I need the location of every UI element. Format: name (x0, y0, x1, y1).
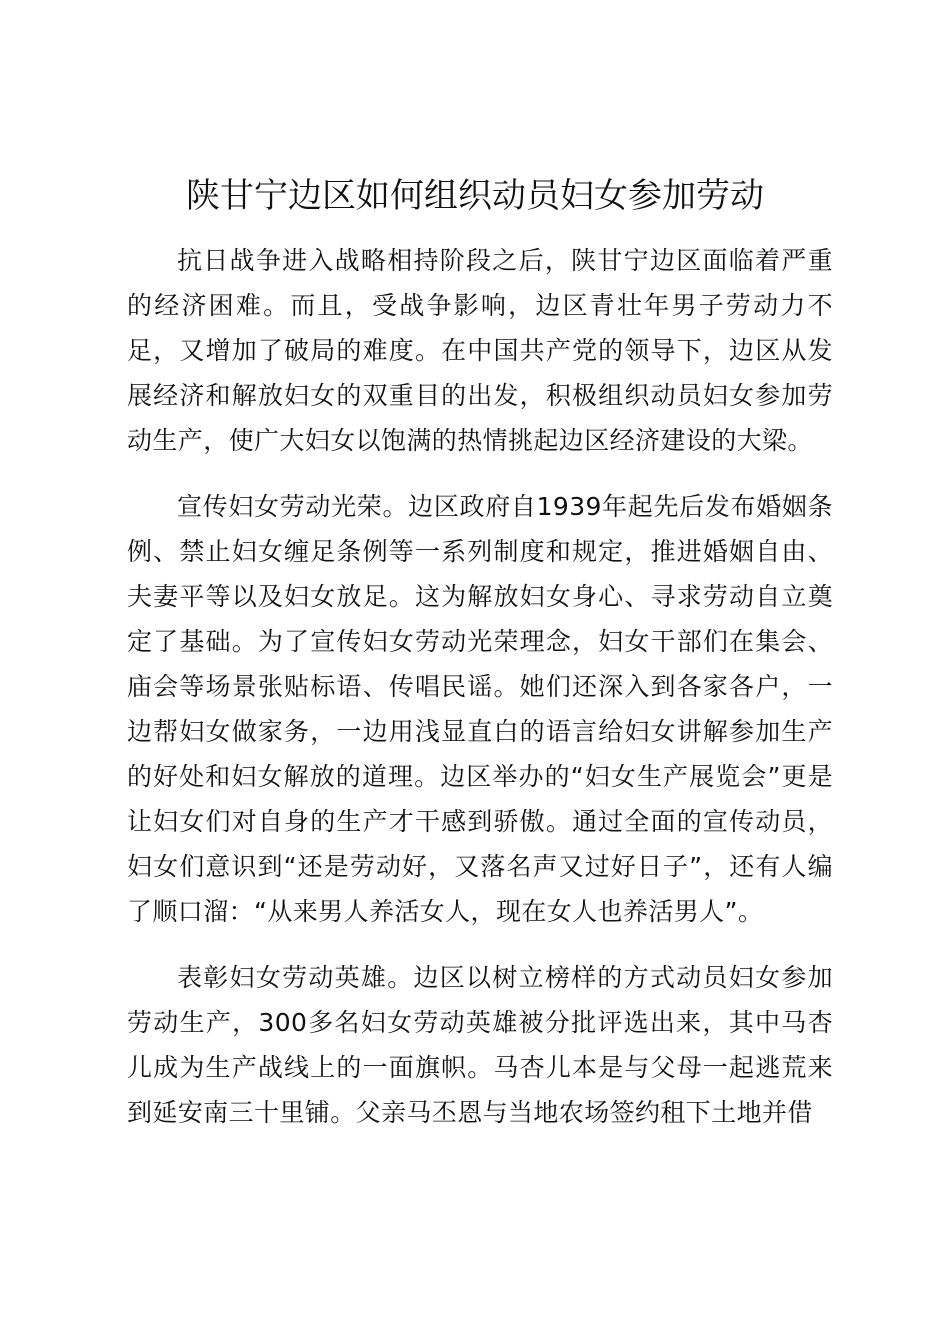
paragraph-3: 表彰妇女劳动英雄。边区以树立榜样的方式动员妇女参加劳动生产，300多名妇女劳动英雄被分批评选出来，其中马杏儿成为生产战线上的一面旗帜。马杏儿本是与父母一起逃荒来到延安南三十里铺。父亲马丕恩与当地农场签约租下土地并借 (127, 963, 833, 1127)
document-body (127, 238, 833, 1156)
paragraph-1: 抗日战争进入战略相持阶段之后，陕甘宁边区面临着严重的经济困难。而且，受战争影响，边区青壮年男子劳动力不足，又增加了破局的难度。在中国共产党的领导下，边区从发展经济和解放妇女的双重目的出发，积极组织动员妇女参加劳动生产，使广大妇女以饱满的热情挑起边区经济建设的大梁。 (127, 246, 833, 455)
document-title: 陕甘宁边区如何组织动员妇女参加劳动 (186, 176, 764, 216)
paragraph-2: 宣传妇女劳动光荣。边区政府自1939年起先后发布婚姻条例、禁止妇女缠足条例等一系列制度和规定，推进婚姻自由、夫妻平等以及妇女放足。这为解放妇女身心、寻求劳动自立奠定了基础。为了宣传妇女劳动光荣理念，妇女干部们在集会、庙会等场景张贴标语、传唱民谣。她们还深入到各家各户，一边帮妇女做家务，一边用浅显直白的语言给妇女讲解参加生产的好处和妇女解放的道理。边区举办的“妇女生产展览会”更是让妇女们对自身的生产才干感到骄傲。通过全面的宣传动员，妇女们意识到“还是劳动好，又落名声又过好日子”，还有人编了顺口溜：“从来男人养活女人，现在女人也养活男人”。 (127, 492, 833, 926)
